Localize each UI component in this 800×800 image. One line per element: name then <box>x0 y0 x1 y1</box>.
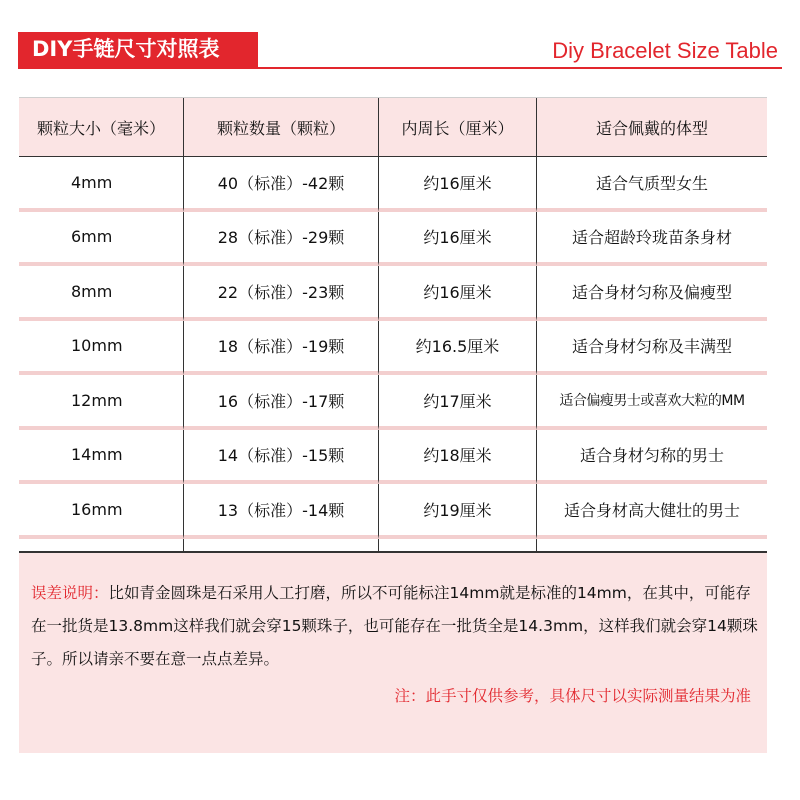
size-table <box>19 98 767 550</box>
cell-body-type: 适合偏瘦男士或喜欢大粒的MM <box>537 375 767 430</box>
cell-bead-count: 28（标准）-29颗 <box>184 212 379 267</box>
column-header-inner-circumference: 内周长（厘米） <box>379 98 537 157</box>
table-header-row <box>19 98 767 157</box>
cell-bead-count: 40（标准）-42颗 <box>184 157 379 212</box>
column-header-body-type: 适合佩戴的体型 <box>537 98 767 157</box>
error-note-label: 误差说明： <box>31 584 109 602</box>
cell-bead-size: 4mm <box>19 157 184 212</box>
header-divider <box>18 67 782 69</box>
cell-bead-count: 14（标准）-15颗 <box>184 430 379 485</box>
cell-body-type: 适合身材匀称的男士 <box>537 430 767 485</box>
error-note-text <box>31 577 761 676</box>
table-row <box>19 484 767 539</box>
cell-bead-size: 10mm <box>19 321 184 376</box>
title-en: Diy Bracelet Size Table <box>552 38 778 63</box>
cell-bead-size: 12mm <box>19 375 184 430</box>
error-note-box <box>19 553 767 753</box>
table-row <box>19 266 767 321</box>
cell-circumference: 约16厘米 <box>379 157 537 212</box>
cell-circumference: 约16厘米 <box>379 266 537 321</box>
cell-circumference: 约16厘米 <box>379 212 537 267</box>
reference-footnote: 注：此手寸仅供参考，具体尺寸以实际测量结果为准 <box>394 687 751 705</box>
table-row <box>19 375 767 430</box>
cell-circumference: 约16.5厘米 <box>379 321 537 376</box>
cell-body-type: 适合身材匀称及偏瘦型 <box>537 266 767 321</box>
table-row <box>19 430 767 485</box>
cell-body-type: 适合气质型女生 <box>537 157 767 212</box>
header <box>18 32 782 72</box>
cell-body-type: 适合身材匀称及丰满型 <box>537 321 767 376</box>
cell-bead-size: 8mm <box>19 266 184 321</box>
table-row <box>19 321 767 376</box>
cell-bead-size: 6mm <box>19 212 184 267</box>
cell-bead-count: 13（标准）-14颗 <box>184 484 379 539</box>
title-cn: DIY手链尺寸对照表 <box>18 32 258 67</box>
cell-bead-count: 22（标准）-23颗 <box>184 266 379 321</box>
error-note-body: 比如青金圆珠是石采用人工打磨，所以不可能标注14mm就是标准的14mm，在其中，可能存在一批货是13.8mm这样我们就会穿15颗珠子，也可能存在一批货全是14.3mm，这样我们就会穿14颗珠子。所以请亲不要在意一点点差异。 <box>31 584 758 668</box>
cell-bead-count: 16（标准）-17颗 <box>184 375 379 430</box>
column-header-bead-size: 颗粒大小（毫米） <box>19 98 184 157</box>
cell-circumference: 约17厘米 <box>379 375 537 430</box>
cell-bead-size: 16mm <box>19 484 184 539</box>
column-header-bead-count: 颗粒数量（颗粒） <box>184 98 379 157</box>
cell-circumference: 约18厘米 <box>379 430 537 485</box>
cell-body-type: 适合超龄玲珑苗条身材 <box>537 212 767 267</box>
cell-circumference: 约19厘米 <box>379 484 537 539</box>
size-table-grid <box>19 98 767 589</box>
cell-bead-count: 18（标准）-19颗 <box>184 321 379 376</box>
cell-bead-size: 14mm <box>19 430 184 485</box>
table-row <box>19 157 767 212</box>
table-row <box>19 212 767 267</box>
cell-body-type: 适合身材高大健壮的男士 <box>537 484 767 539</box>
